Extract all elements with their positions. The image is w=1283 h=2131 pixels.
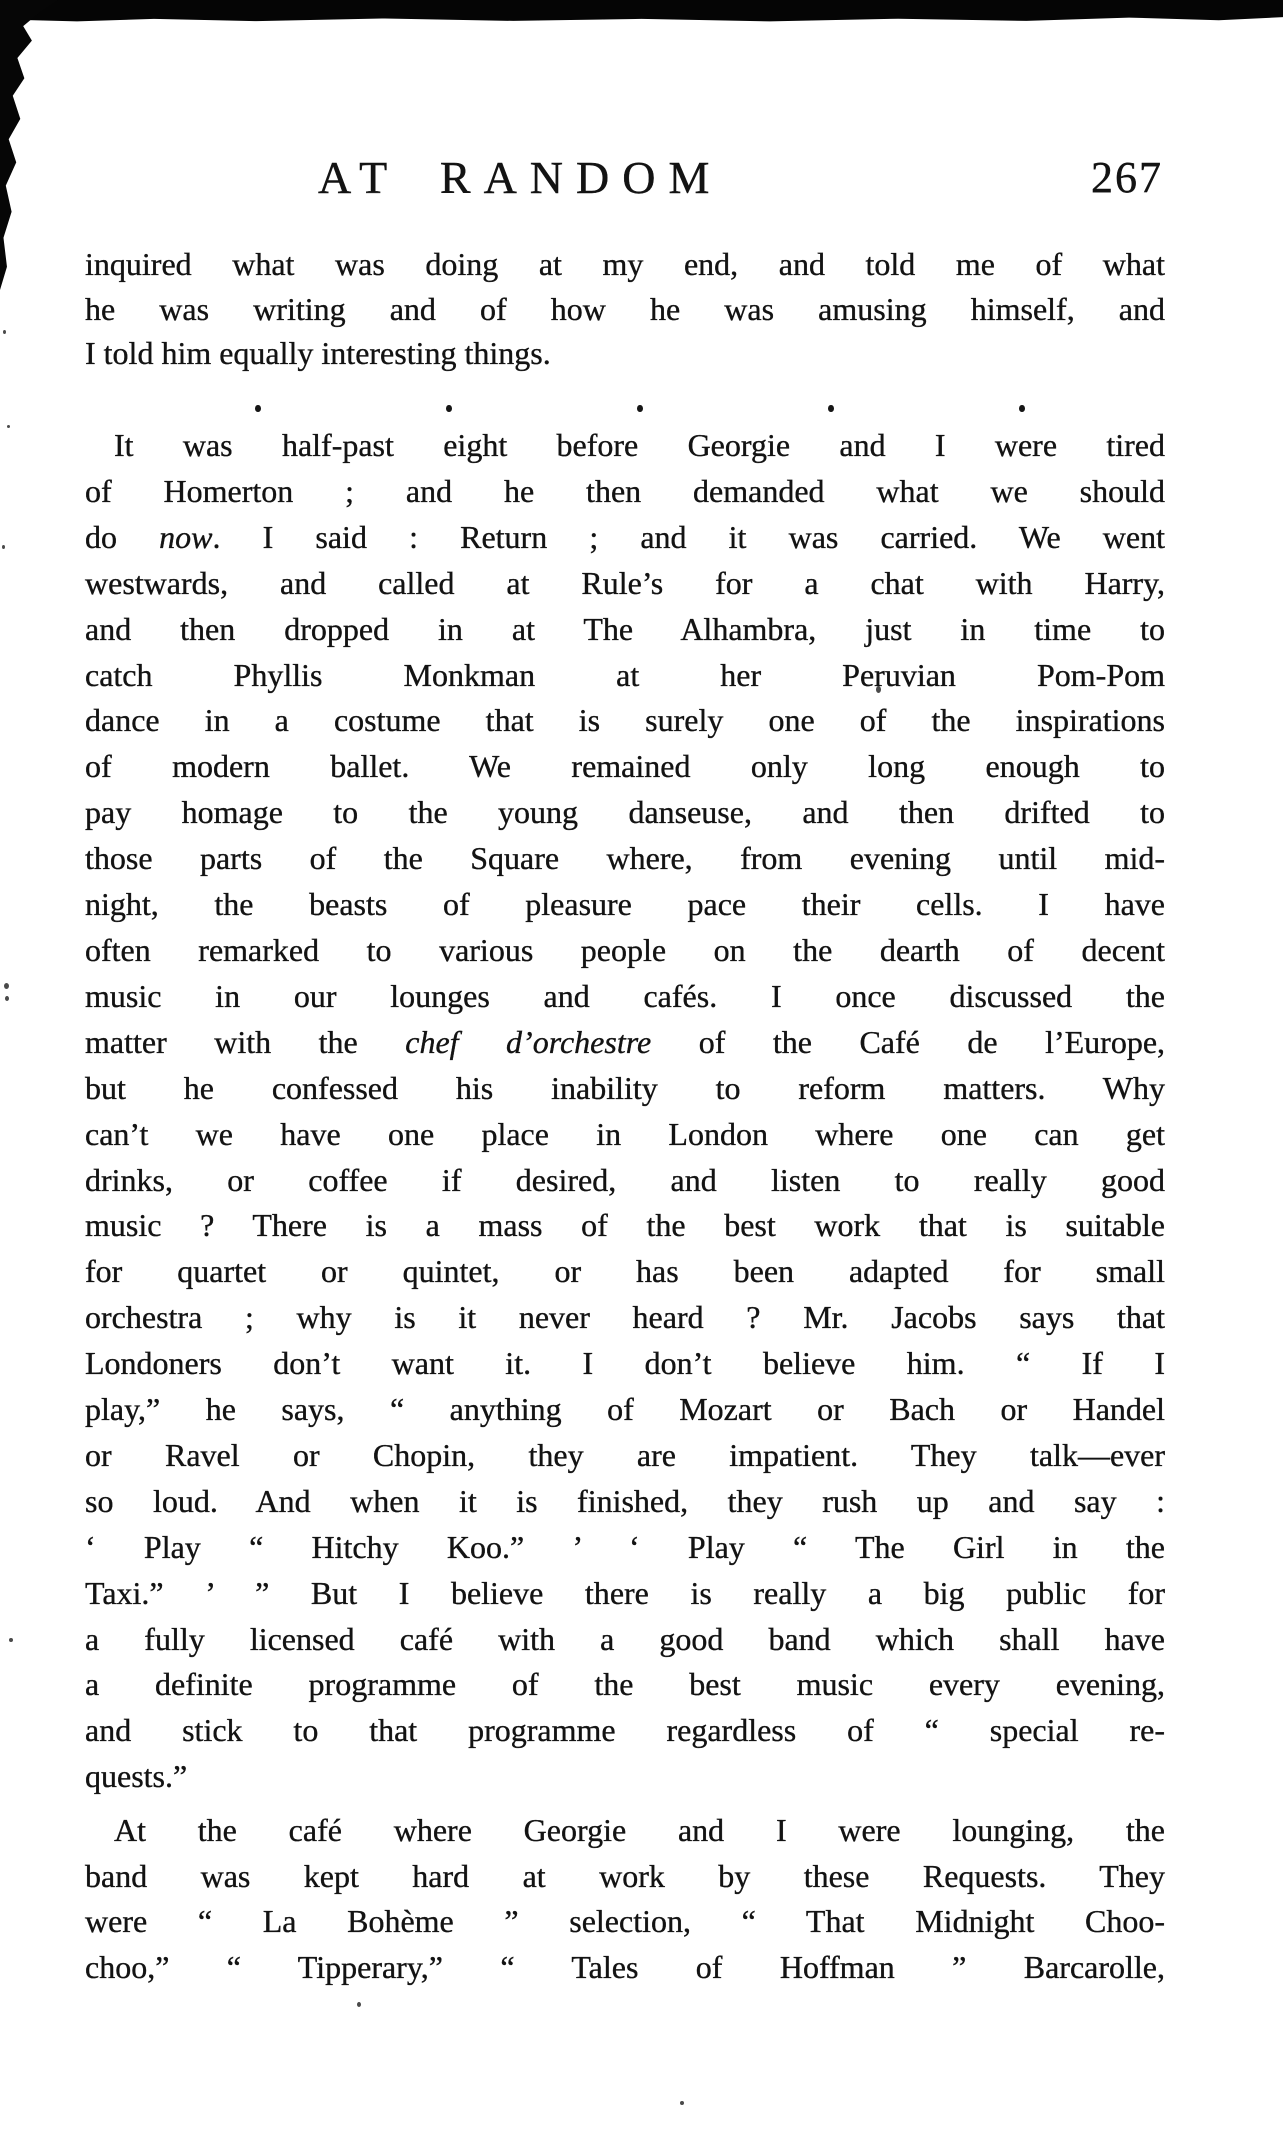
text-line: often remarked to various people on the dearth of decent — [85, 931, 1165, 968]
text-line: but he confessed his inability to reform matters. Why — [85, 1069, 1165, 1106]
scan-speck — [7, 425, 10, 428]
scan-speck — [9, 1638, 13, 1642]
paragraph — [85, 1808, 1165, 1990]
text-line: play,” he says, “ anything of Mozart or Bach or Handel — [85, 1391, 1165, 1428]
text-line: ‘ Play “ Hitchy Koo.” ’ ‘ Play “ The Girl in the — [85, 1528, 1165, 1565]
text-line: can’t we have one place in London where one can get — [85, 1115, 1165, 1152]
scan-speck — [5, 996, 9, 1001]
separator-dot — [1019, 405, 1025, 412]
text-line: At the café where Georgie and I were lounging, the — [114, 1812, 1165, 1848]
text-line: of modern ballet. We remained only long enough to — [85, 748, 1165, 785]
text-line: music in our lounges and cafés. I once discussed the — [85, 977, 1165, 1014]
text-line: dance in a costume that is surely one of the inspirations — [85, 702, 1165, 739]
scan-speck — [680, 2101, 684, 2105]
text-line: westwards, and called at Rule’s for a chat with Harry, — [85, 564, 1165, 601]
text-line: music ? There is a mass of the best work that is suitable — [85, 1207, 1165, 1244]
text-line: those parts of the Square where, from evening until mid- — [85, 840, 1165, 877]
page-number: 267 — [1091, 153, 1163, 202]
text-line: were “ La Bohème ” selection, “ That Midnight Choo- — [85, 1903, 1165, 1940]
text-line: Londoners don’t want it. I don’t believe him. “ If I — [85, 1345, 1165, 1382]
text-line: do now. I said : Return ; and it was carried. We went — [85, 518, 1166, 555]
scan-speck — [4, 983, 9, 989]
text-line: so loud. And when it is finished, they rush up and say : — [85, 1482, 1165, 1519]
text-line: quests.” — [85, 1758, 188, 1795]
text-line: and stick to that programme regardless of “ special re- — [85, 1712, 1165, 1749]
text-line: for quartet or quintet, or has been adapted for small — [85, 1253, 1165, 1290]
text-line: choo,” “ Tipperary,” “ Tales of Hoffman ” Barcarolle, — [85, 1948, 1165, 1985]
text-line: I told him equally interesting things. — [85, 335, 551, 371]
text-line: matter with the chef d’orchestre of the Café de l’Europe, — [85, 1023, 1166, 1060]
text-line: a fully licensed café with a good band which shall have — [85, 1620, 1165, 1657]
text-line: and then dropped in at The Alhambra, just in time to — [85, 610, 1165, 647]
text-line: he was writing and of how he was amusing himself, and — [85, 290, 1165, 327]
text-line: pay homage to the young danseuse, and then drifted to — [85, 794, 1165, 831]
text-line: orchestra ; why is it never heard ? Mr. Jacobs says that — [85, 1299, 1165, 1336]
text-line: a definite programme of the best music every evening, — [85, 1666, 1165, 1703]
page-title: AT RANDOM — [318, 152, 723, 203]
scan-artifact-corner-blob — [0, 0, 58, 290]
paragraph — [85, 242, 1165, 376]
separator-dot — [828, 405, 834, 412]
scan-speck — [357, 2002, 361, 2007]
text-line: Taxi.” ’ ” But I believe there is really a big public for — [85, 1574, 1165, 1611]
section-separator — [255, 403, 1025, 413]
separator-dot — [637, 405, 643, 412]
text-line: of Homerton ; and he then demanded what we should — [85, 472, 1165, 509]
separator-dot — [446, 405, 452, 412]
scan-artifact-top-band — [0, 0, 1283, 22]
text-line: inquired what was doing at my end, and told me of what — [85, 246, 1165, 282]
paragraph — [85, 423, 1165, 1800]
separator-dot — [255, 405, 261, 412]
scan-speck — [2, 545, 5, 549]
scan-speck — [3, 330, 6, 334]
text-line: drinks, or coffee if desired, and listen to really good — [85, 1161, 1165, 1198]
text-line: band was kept hard at work by these Requests. They — [85, 1857, 1165, 1894]
text-line: or Ravel or Chopin, they are impatient. They talk—ever — [85, 1436, 1165, 1473]
text-line: catch Phyllis Monkman at her Peruvian Pom-Pom — [85, 656, 1165, 693]
text-line: night, the beasts of pleasure pace their cells. I have — [85, 886, 1165, 923]
text-line: It was half-past eight before Georgie and I were tired — [114, 427, 1165, 463]
